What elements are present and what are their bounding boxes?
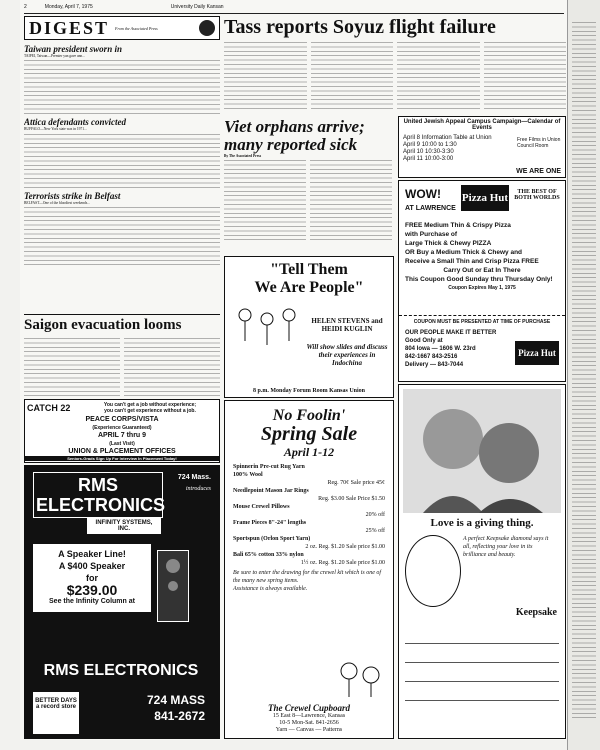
tell-names: HELEN STEVENS and HEIDI KUGLIN xyxy=(311,317,383,333)
globe-icon xyxy=(199,20,215,36)
pizza-serve: OUR PEOPLE MAKE IT BETTER xyxy=(405,330,497,336)
sale-store: The Crewel Cupboard xyxy=(267,703,350,713)
pizza-good: Good Only at xyxy=(405,338,443,344)
sale-headline-1: No Foolin' xyxy=(272,407,346,424)
uja-row-date: April 11 xyxy=(403,156,423,162)
orphans-byline: By The Associated Press xyxy=(224,154,262,158)
uja-rows xyxy=(403,135,492,163)
better-days-logo: BETTER DAYS a record store xyxy=(33,692,79,734)
peace-corps-dates: APRIL 7 thru 9 xyxy=(97,432,147,439)
pizza-line-3: Large Thick & Chewy PIZZA xyxy=(405,240,492,247)
saigon-headline: Saigon evacuation looms xyxy=(24,317,182,333)
sale-item-price: Reg. 70¢ Sale price 45¢ xyxy=(327,480,385,486)
uja-row-date: April 8 xyxy=(403,135,421,141)
uja-row-text: 10:00 to 1:30 xyxy=(421,142,457,148)
peace-corps-note: Seniors-Grads Sign Up For Interview In Placement Today! xyxy=(25,456,219,461)
tell-desc: Will show slides and discuss their experiences in Indochina xyxy=(306,343,388,367)
uja-title: United Jewish Appeal Campus Campaign—Calendar of Events xyxy=(403,119,561,131)
taiwan-lead: TAIPEI, Taiwan—Premier yan gave ann... xyxy=(24,54,85,58)
pizza-must: COUPON MUST BE PRESENTED AT TIME OF PURCHASE xyxy=(413,319,551,325)
peace-corps-name: PEACE CORPS/VISTA xyxy=(85,416,159,423)
taiwan-body xyxy=(24,58,220,114)
spring-sale-ad xyxy=(224,400,394,739)
pizza-line-2: with Purchase of xyxy=(405,231,458,238)
couple-illustration xyxy=(403,389,561,513)
uja-row xyxy=(403,156,492,163)
belfast-headline: Terrorists strike in Belfast xyxy=(24,190,121,201)
pizza-at: AT LAWRENCE xyxy=(405,205,456,212)
sale-item-name: 100% Wool xyxy=(233,472,263,478)
tass-story xyxy=(224,16,566,116)
page-number: 2 xyxy=(24,4,27,10)
next-page-edge xyxy=(567,0,600,750)
digest-banner xyxy=(24,16,220,40)
saigon-body-1 xyxy=(24,336,120,396)
saigon-body-2 xyxy=(124,336,220,396)
rms-introduces: introduces xyxy=(185,486,211,492)
sale-drawing: Be sure to enter the drawing for the crewel kit which is one of the many new spring items. xyxy=(233,570,382,584)
sale-item-price: 1½ oz. Reg. $1.20 Sale price $1.00 xyxy=(300,560,385,566)
rms-sale-price: $239.00 xyxy=(66,582,118,598)
page-date: Monday, April 7, 1975 xyxy=(44,4,93,10)
tell-headline-2: We Are People" xyxy=(254,279,364,296)
sale-headline-2: Spring Sale xyxy=(260,423,358,445)
sale-item-price: Reg. $3.00 Sale Price $1.50 xyxy=(318,496,385,502)
taiwan-headline: Taiwan president sworn in xyxy=(24,44,122,54)
pizza-line-6: Carry Out or Eat In There xyxy=(443,267,521,274)
sale-item xyxy=(233,471,385,487)
page-header xyxy=(24,4,564,10)
orphans-body-2 xyxy=(310,158,392,240)
uja-row xyxy=(403,149,492,156)
tass-headline: Tass reports Soyuz flight failure xyxy=(224,16,496,38)
belfast-body xyxy=(24,205,220,265)
pizza-hut-logo-2: Pizza Hut xyxy=(515,341,559,365)
sale-item-name: Sportspun (Orlon Sport Yarn) xyxy=(233,536,311,542)
sale-item xyxy=(233,551,385,567)
pizza-expires: Coupon Expires May 1, 1975 xyxy=(448,285,516,291)
sale-item xyxy=(233,503,385,519)
sale-item-name: Needlepoint Mason Jar Rings xyxy=(233,488,309,494)
pizza-best: THE BEST OF BOTH WORLDS xyxy=(514,189,560,201)
orphans-headline: Viet orphans arrive; many reported sick xyxy=(224,118,365,154)
uja-calendar-ad xyxy=(398,116,566,178)
keepsake-logo: Keepsake xyxy=(515,607,557,618)
rms-phone: 841-2672 xyxy=(154,709,205,723)
uja-row-text: Information Table at Union xyxy=(421,135,492,141)
digest-subtitle: From the Associated Press xyxy=(115,25,158,31)
children-drawing xyxy=(231,301,301,361)
peace-corps-last: (Last Visit) xyxy=(109,441,135,447)
uja-row-text: 10:30-3:30 xyxy=(425,149,454,155)
peace-corps-sub: (Experience Guaranteed) xyxy=(92,425,152,431)
keepsake-copy: A perfect Keepsake diamond says it all, reflecting your love in its brilliance and beauty. xyxy=(463,536,549,558)
sale-item-name: Bali 65% cotton 33% nylon xyxy=(233,552,304,558)
sale-item-price: 2 oz. Reg. $1.20 Sale price $1.00 xyxy=(305,544,385,550)
digest-section xyxy=(24,16,220,312)
flower-icon xyxy=(335,657,385,697)
keepsake-ad xyxy=(398,384,566,739)
keepsake-love: Love is a giving thing. xyxy=(430,517,534,529)
sale-item-price: 20% off xyxy=(365,512,385,518)
sale-item xyxy=(233,535,385,551)
tell-time: 8 p.m. Monday Forum Room Kansas Union xyxy=(252,388,365,394)
pizza-line-4: OR Buy a Medium Thick & Chewy and xyxy=(405,249,523,256)
rms-for: for xyxy=(86,573,98,583)
attica-lead: BUFFALO—New York state was in 1971... xyxy=(24,127,87,132)
pizza-wow: WOW! xyxy=(405,187,441,201)
sale-item xyxy=(233,487,385,503)
rms-address: 724 MASS xyxy=(146,693,205,707)
tass-body-1 xyxy=(224,40,307,112)
newspaper-page xyxy=(20,0,568,740)
sale-addr: 15 East 8—Lawrence, Kansas xyxy=(272,713,346,719)
sale-items xyxy=(225,461,393,569)
tass-body-2 xyxy=(311,40,394,112)
rms-logo-bottom: RMS ELECTRONICS xyxy=(43,662,199,679)
orphans-story xyxy=(224,118,392,252)
infinity-logo: INFINITY SYSTEMS, INC. xyxy=(87,518,161,534)
digest-title: DIGEST xyxy=(29,17,110,38)
pizza-delivery: Delivery — 843-7044 xyxy=(405,362,464,368)
pizza-line-7: This Coupon Good Sunday thru Thursday Only! xyxy=(405,276,553,283)
sale-dates: April 1-12 xyxy=(283,445,335,459)
uja-row-date: April 10 xyxy=(403,149,424,155)
saigon-story xyxy=(24,314,220,396)
uja-row xyxy=(403,142,492,149)
sale-cats: Yarn — Canvas — Patterns xyxy=(275,727,343,733)
sale-item xyxy=(233,463,385,471)
rms-address-top: 724 Mass. xyxy=(177,474,211,481)
paper-name: University Daily Kansan xyxy=(170,4,224,10)
uja-row-date: April 9 xyxy=(403,142,421,148)
rms-electronics-ad xyxy=(24,465,220,739)
keepsake-coupon-lines xyxy=(405,625,559,725)
sale-hours: 10-5 Mon-Sat. 841-2656 xyxy=(279,720,339,726)
sale-item-name: Mouse Crewel Pillows xyxy=(233,504,290,510)
attica-body xyxy=(24,132,220,188)
sale-help: Assistance is always available. xyxy=(233,586,308,592)
pizza-phone: 842-1667 843-2516 xyxy=(405,354,458,360)
peace-corps-ad xyxy=(24,399,220,463)
pizza-line-1: FREE Medium Thin & Crispy Pizza xyxy=(405,222,511,229)
tell-them-ad xyxy=(224,256,394,398)
attica-headline: Attica defendants convicted xyxy=(24,117,126,128)
tass-body-3 xyxy=(397,40,480,112)
tell-headline-1: "Tell Them xyxy=(270,261,348,278)
sale-item xyxy=(233,519,385,535)
catch22-label: CATCH 22 xyxy=(27,403,71,413)
rms-see: See the Infinity Column at xyxy=(49,598,135,605)
ring-image xyxy=(405,535,461,607)
sale-item-name: Frame Pieces 8"-24" lengths xyxy=(233,520,307,526)
catch22-line1: You can't get a job without experience; xyxy=(103,402,197,408)
speaker-image xyxy=(157,550,189,622)
catch22-line2: you can't get experience without a job. xyxy=(104,408,196,414)
rms-speaker-line: A Speaker Line! xyxy=(58,549,126,559)
uja-free-films: Free Films in Union Council Room xyxy=(517,137,561,149)
peace-corps-office: UNION & PLACEMENT OFFICES xyxy=(68,448,176,455)
pizza-hut-logo: Pizza Hut xyxy=(461,185,509,211)
tass-body-4 xyxy=(484,40,567,112)
sale-item-price: 25% off xyxy=(365,528,385,534)
pizza-hut-ad xyxy=(398,180,566,382)
pizza-line-5: Receive a Small Thin and Crisp Pizza FREE xyxy=(405,258,539,265)
rms-was-price: A $400 Speaker xyxy=(58,561,126,571)
uja-row-text: 10:00-3:00 xyxy=(424,156,454,162)
belfast-lead: BELFAST—One of the bloodiest weekends... xyxy=(24,200,90,205)
uja-slogan: WE ARE ONE xyxy=(516,168,561,175)
sale-item-name: Spinnerin Pre-cut Rug Yarn xyxy=(233,464,305,470)
uja-row xyxy=(403,135,492,142)
orphans-body-1 xyxy=(224,158,306,240)
rms-logo: RMS ELECTRONICS xyxy=(33,472,163,518)
pizza-addr: 804 Iowa — 1606 W. 23rd xyxy=(405,346,476,352)
